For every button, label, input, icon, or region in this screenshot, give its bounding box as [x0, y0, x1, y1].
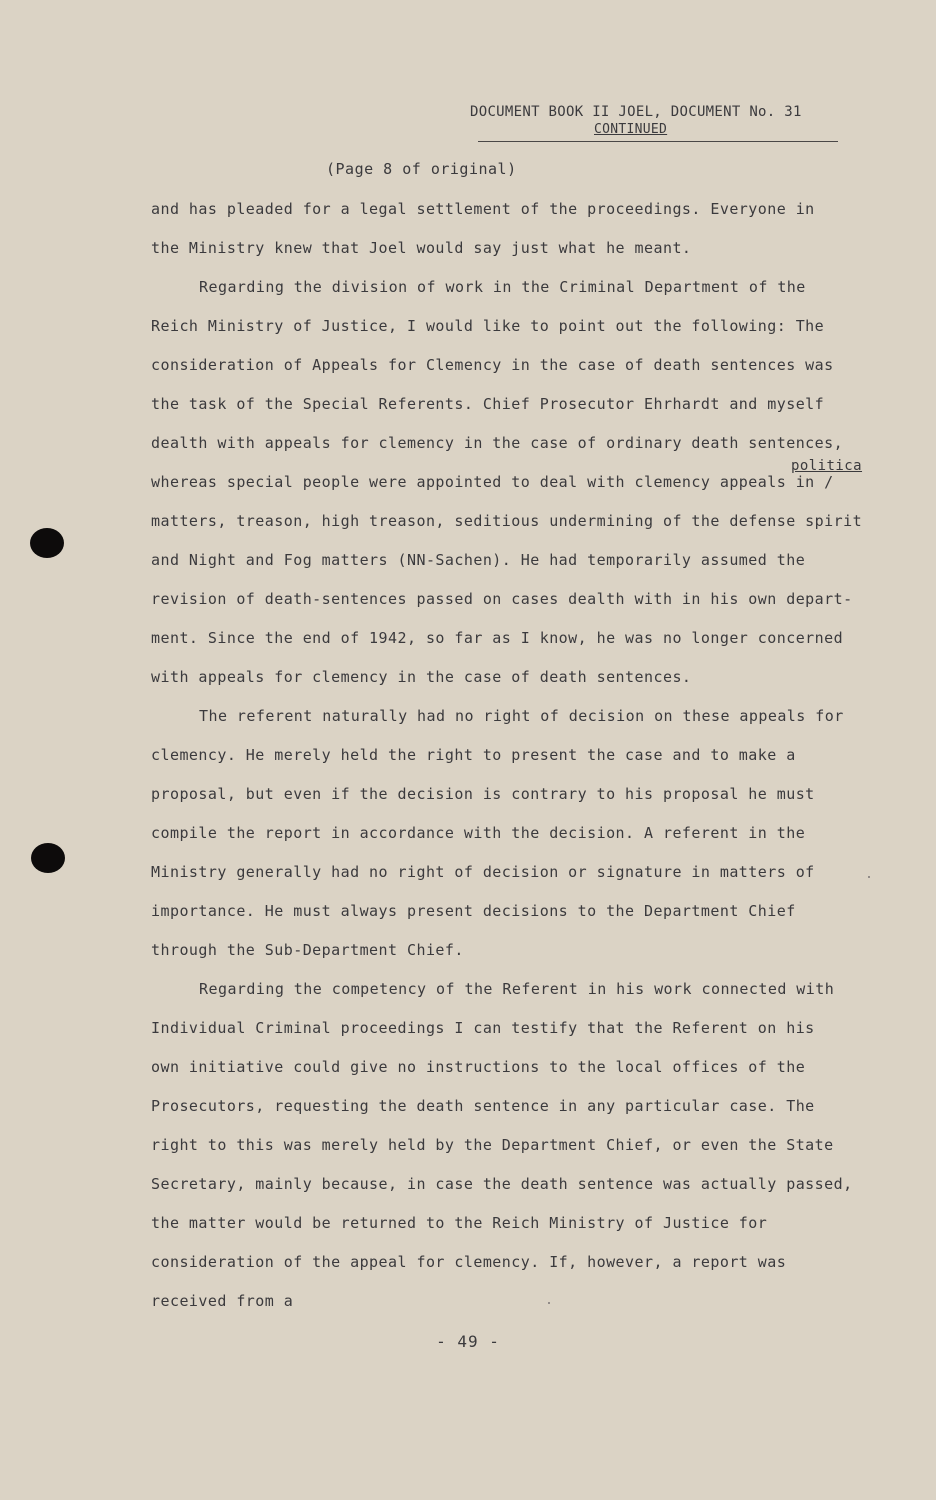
punch-hole	[31, 843, 65, 873]
header-title: DOCUMENT BOOK II JOEL, DOCUMENT No. 31	[470, 104, 802, 120]
header-rule	[478, 141, 838, 142]
text-line: importance. He must always present decisions to the Department Chief	[151, 902, 796, 920]
text-line: Reich Ministry of Justice, I would like to point out the following: The	[151, 317, 825, 335]
text-line: ment. Since the end of 1942, so far as I know, he was no longer concerned	[151, 629, 844, 647]
text-line: through the Sub-Department Chief.	[151, 941, 464, 959]
page-number: - 49 -	[436, 1332, 500, 1351]
text-line: compile the report in accordance with the decision. A referent in the	[151, 824, 806, 842]
text-line: the matter would be returned to the Reich Ministry of Justice for	[151, 1214, 768, 1232]
text-line: Secretary, mainly because, in case the death sentence was actually passed,	[151, 1175, 853, 1193]
text-line: matters, treason, high treason, seditious undermining of the defense spirit	[151, 512, 863, 530]
text-line: received from a	[151, 1292, 294, 1310]
text-line: with appeals for clemency in the case of death sentences.	[151, 668, 692, 686]
text-line: revision of death-sentences passed on cases dealth with in his own depart-	[151, 590, 853, 608]
handwritten-insertion: politica	[791, 458, 863, 474]
text-line: consideration of the appeal for clemency. If, however, a report was	[151, 1253, 787, 1271]
text-line: Regarding the division of work in the Criminal Department of the	[199, 278, 806, 296]
original-page-reference: (Page 8 of original)	[326, 160, 517, 178]
body-text	[151, 193, 871, 1324]
text-line: Prosecutors, requesting the death sentence in any particular case. The	[151, 1097, 815, 1115]
text-line: and has pleaded for a legal settlement of the proceedings. Everyone in	[151, 200, 815, 218]
text-line: Ministry generally had no right of decision or signature in matters of	[151, 863, 815, 881]
paper-speck	[548, 1302, 550, 1304]
text-line: proposal, but even if the decision is contrary to his proposal he must	[151, 785, 815, 803]
text-line: The referent naturally had no right of decision on these appeals for	[199, 707, 844, 725]
document-header	[470, 104, 840, 137]
punch-hole	[30, 528, 64, 558]
text-line: dealth with appeals for clemency in the case of ordinary death sentences,	[151, 434, 844, 452]
header-subtitle: CONTINUED	[594, 122, 668, 137]
text-line-with-insertion	[151, 458, 871, 505]
text-line: clemency. He merely held the right to present the case and to make a	[151, 746, 796, 764]
text-line: consideration of Appeals for Clemency in the case of death sentences was	[151, 356, 834, 374]
text-line: right to this was merely held by the Department Chief, or even the State	[151, 1136, 834, 1154]
text-line: the Ministry knew that Joel would say just what he meant.	[151, 239, 692, 257]
text-line: Individual Criminal proceedings I can testify that the Referent on his	[151, 1019, 815, 1037]
text-line: Regarding the competency of the Referent in his work connected with	[199, 980, 835, 998]
text-line: own initiative could give no instructions to the local offices of the	[151, 1058, 806, 1076]
text-line: and Night and Fog matters (NN-Sachen). He had temporarily assumed the	[151, 551, 806, 569]
text-line: whereas special people were appointed to deal with clemency appeals in /	[151, 473, 834, 491]
paper-speck	[868, 876, 870, 878]
text-line: the task of the Special Referents. Chief Prosecutor Ehrhardt and myself	[151, 395, 825, 413]
